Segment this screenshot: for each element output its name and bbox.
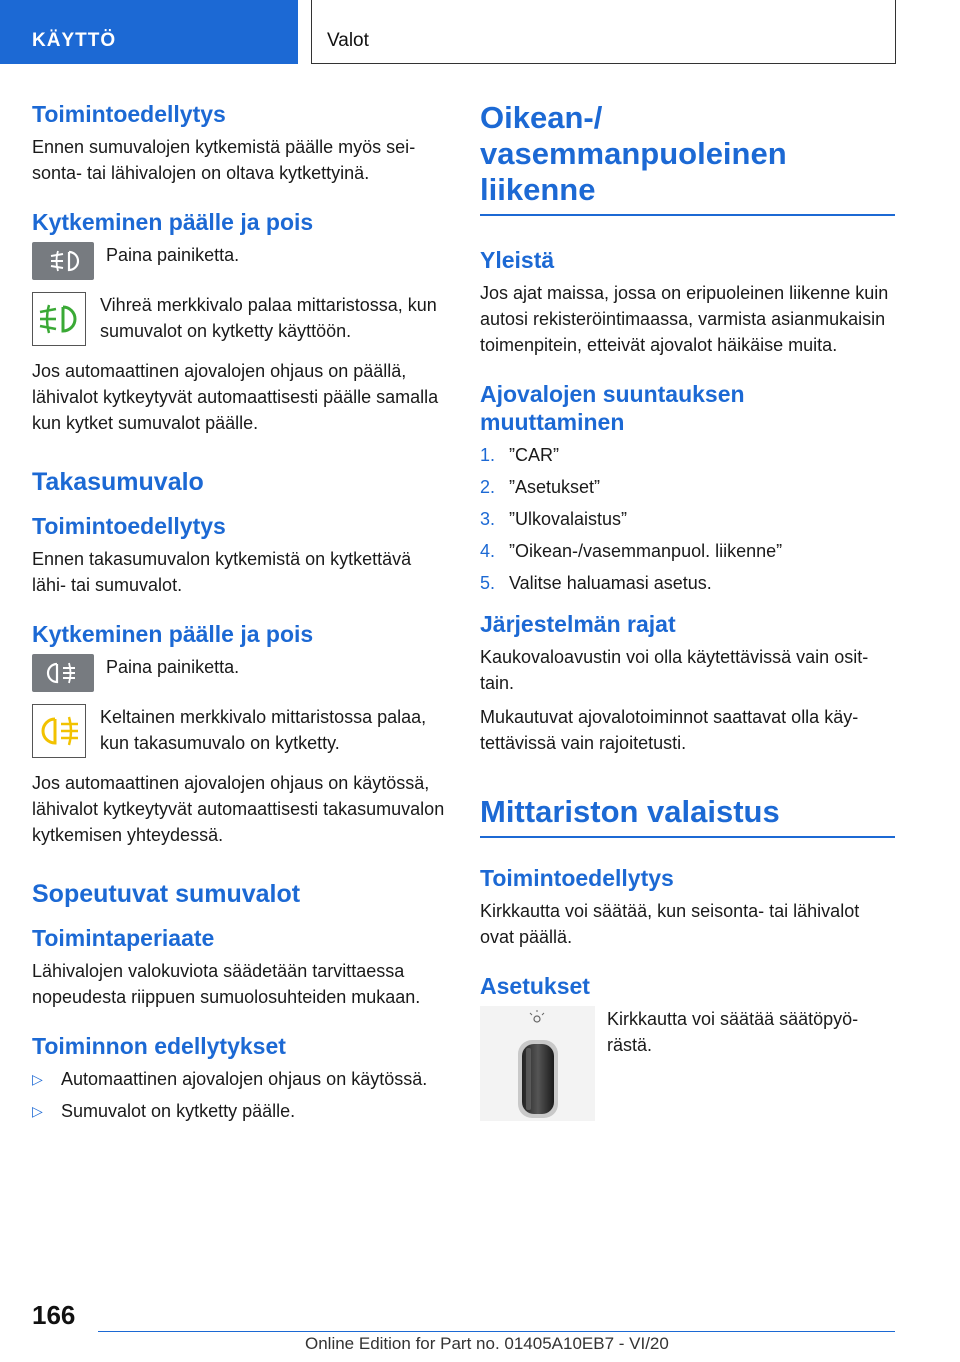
instrument-lighting-heading: Mittariston valaistus — [480, 794, 895, 838]
rear-auto-text: Jos automaattinen ajovalojen ohjaus on käytössä, lähivalot kytkeytyvät automaattisesti takasumuvalon kytkemisen yhteydessä. — [32, 773, 445, 845]
adaptive-fog-heading: Sopeutuvat sumuvalot — [32, 880, 301, 908]
fog-front-onoff-heading: Kytkeminen päälle ja pois — [32, 209, 314, 235]
fog-front-indicator-row — [32, 292, 447, 346]
dimmer-wheel-image — [480, 1006, 595, 1121]
steps-list — [480, 442, 895, 596]
settings-text: Kirkkautta voi säätää säätöpyörästä. — [607, 1009, 859, 1055]
fog-front-indicator-text: Vihreä merkkivalo palaa mittaristossa, kun sumuvalot on kytketty käyttöön. — [100, 295, 437, 341]
instr-prereq-heading: Toimintoedellytys — [480, 865, 674, 891]
fog-front-prereq-text: Ennen sumuvalojen kytkemistä päälle myös seisonta- tai lähivalojen on oltava kytkettyinä. — [32, 137, 416, 183]
limits-text-1: Kaukovaloavustin voi olla käytettävissä vain osittain. — [480, 647, 869, 693]
general-text: Jos ajat maissa, jossa on eripuoleinen liikenne kuin autosi rekisteröintimaassa, varmista asianmukaisin toimenpitein, etteivät ajovalot häikäise muita. — [480, 283, 889, 355]
list-item: 5. Valitse haluamasi asetus. — [480, 573, 712, 593]
fog-front-button-row — [32, 242, 447, 280]
chapter-title: Valot — [311, 0, 896, 64]
adjust-heading: Ajovalojen suuntauksen muuttaminen — [480, 381, 745, 435]
footer-edition: Online Edition for Part no. 01405A10EB7 - VI/20 — [305, 1334, 669, 1353]
limits-heading: Järjestelmän rajat — [480, 611, 676, 637]
conditions-heading: Toiminnon edellytykset — [32, 1033, 286, 1059]
list-item: ▷ Sumuvalot on kytketty päälle. — [32, 1098, 447, 1124]
fog-front-auto-text: Jos automaattinen ajovalojen ohjaus on päällä, lähivalot kytkeytyvät automaattisesti päälle samalla kun kytket sumuvalot päälle. — [32, 361, 439, 433]
rear-fog-heading: Takasumuvalo — [32, 468, 204, 496]
general-heading: Yleistä — [480, 247, 555, 273]
list-item: 1. ”CAR” — [480, 445, 559, 465]
list-item: 4. ”Oikean-/vasemmanpuol. liikenne” — [480, 541, 783, 561]
triangle-bullet-icon: ▷ — [32, 1071, 43, 1087]
footer-divider — [98, 1331, 895, 1332]
settings-heading: Asetukset — [480, 973, 590, 999]
section-tab: KÄYTTÖ — [0, 0, 298, 64]
principle-heading: Toimintaperiaate — [32, 925, 215, 951]
fog-front-prereq-heading: Toimintoedellytys — [32, 101, 226, 127]
rear-fog-indicator-row — [32, 704, 447, 758]
rear-prereq-text: Ennen takasumuvalon kytkemistä on kytkettävä lähi- tai sumuvalot. — [32, 549, 412, 595]
green-fog-indicator-icon — [32, 292, 86, 346]
front-fog-button-icon — [32, 242, 94, 280]
conditions-list — [32, 1066, 447, 1124]
list-item: 3. ”Ulkovalaistus” — [480, 509, 628, 529]
triangle-bullet-icon: ▷ — [32, 1103, 43, 1119]
list-item: ▷ Automaattinen ajovalojen ohjaus on käytössä. — [32, 1066, 447, 1092]
yellow-rear-fog-indicator-icon — [32, 704, 86, 758]
rear-onoff-heading: Kytkeminen päälle ja pois — [32, 621, 314, 647]
rear-indicator-text: Keltainen merkkivalo mittaristossa palaa, kun takasumuvalo on kytketty. — [100, 707, 427, 753]
fog-front-press-text: Paina painiketta. — [106, 245, 240, 265]
limits-text-2: Mukautuvat ajovalotoiminnot saattavat olla käytettävissä vain rajoitetusti. — [480, 707, 859, 753]
traffic-heading: Oikean-/ vasemmanpuoleinen liikenne — [480, 100, 895, 216]
dimmer-row — [480, 1006, 895, 1121]
rear-prereq-heading: Toimintoedellytys — [32, 513, 226, 539]
instr-prereq-text: Kirkkautta voi säätää, kun seisonta- tai lähivalot ovat päällä. — [480, 901, 860, 947]
list-item: 2. ”Asetukset” — [480, 477, 601, 497]
rear-fog-button-row — [32, 654, 447, 692]
rear-press-text: Paina painiketta. — [106, 657, 240, 677]
page-number: 166 — [32, 1300, 76, 1330]
left-column — [32, 100, 447, 1132]
rear-fog-button-icon — [32, 654, 94, 692]
right-column — [480, 100, 895, 1121]
principle-text: Lähivalojen valokuviota säädetään tarvittaessa nopeudesta riippuen sumuolosuhteiden mukaan. — [32, 961, 421, 1007]
